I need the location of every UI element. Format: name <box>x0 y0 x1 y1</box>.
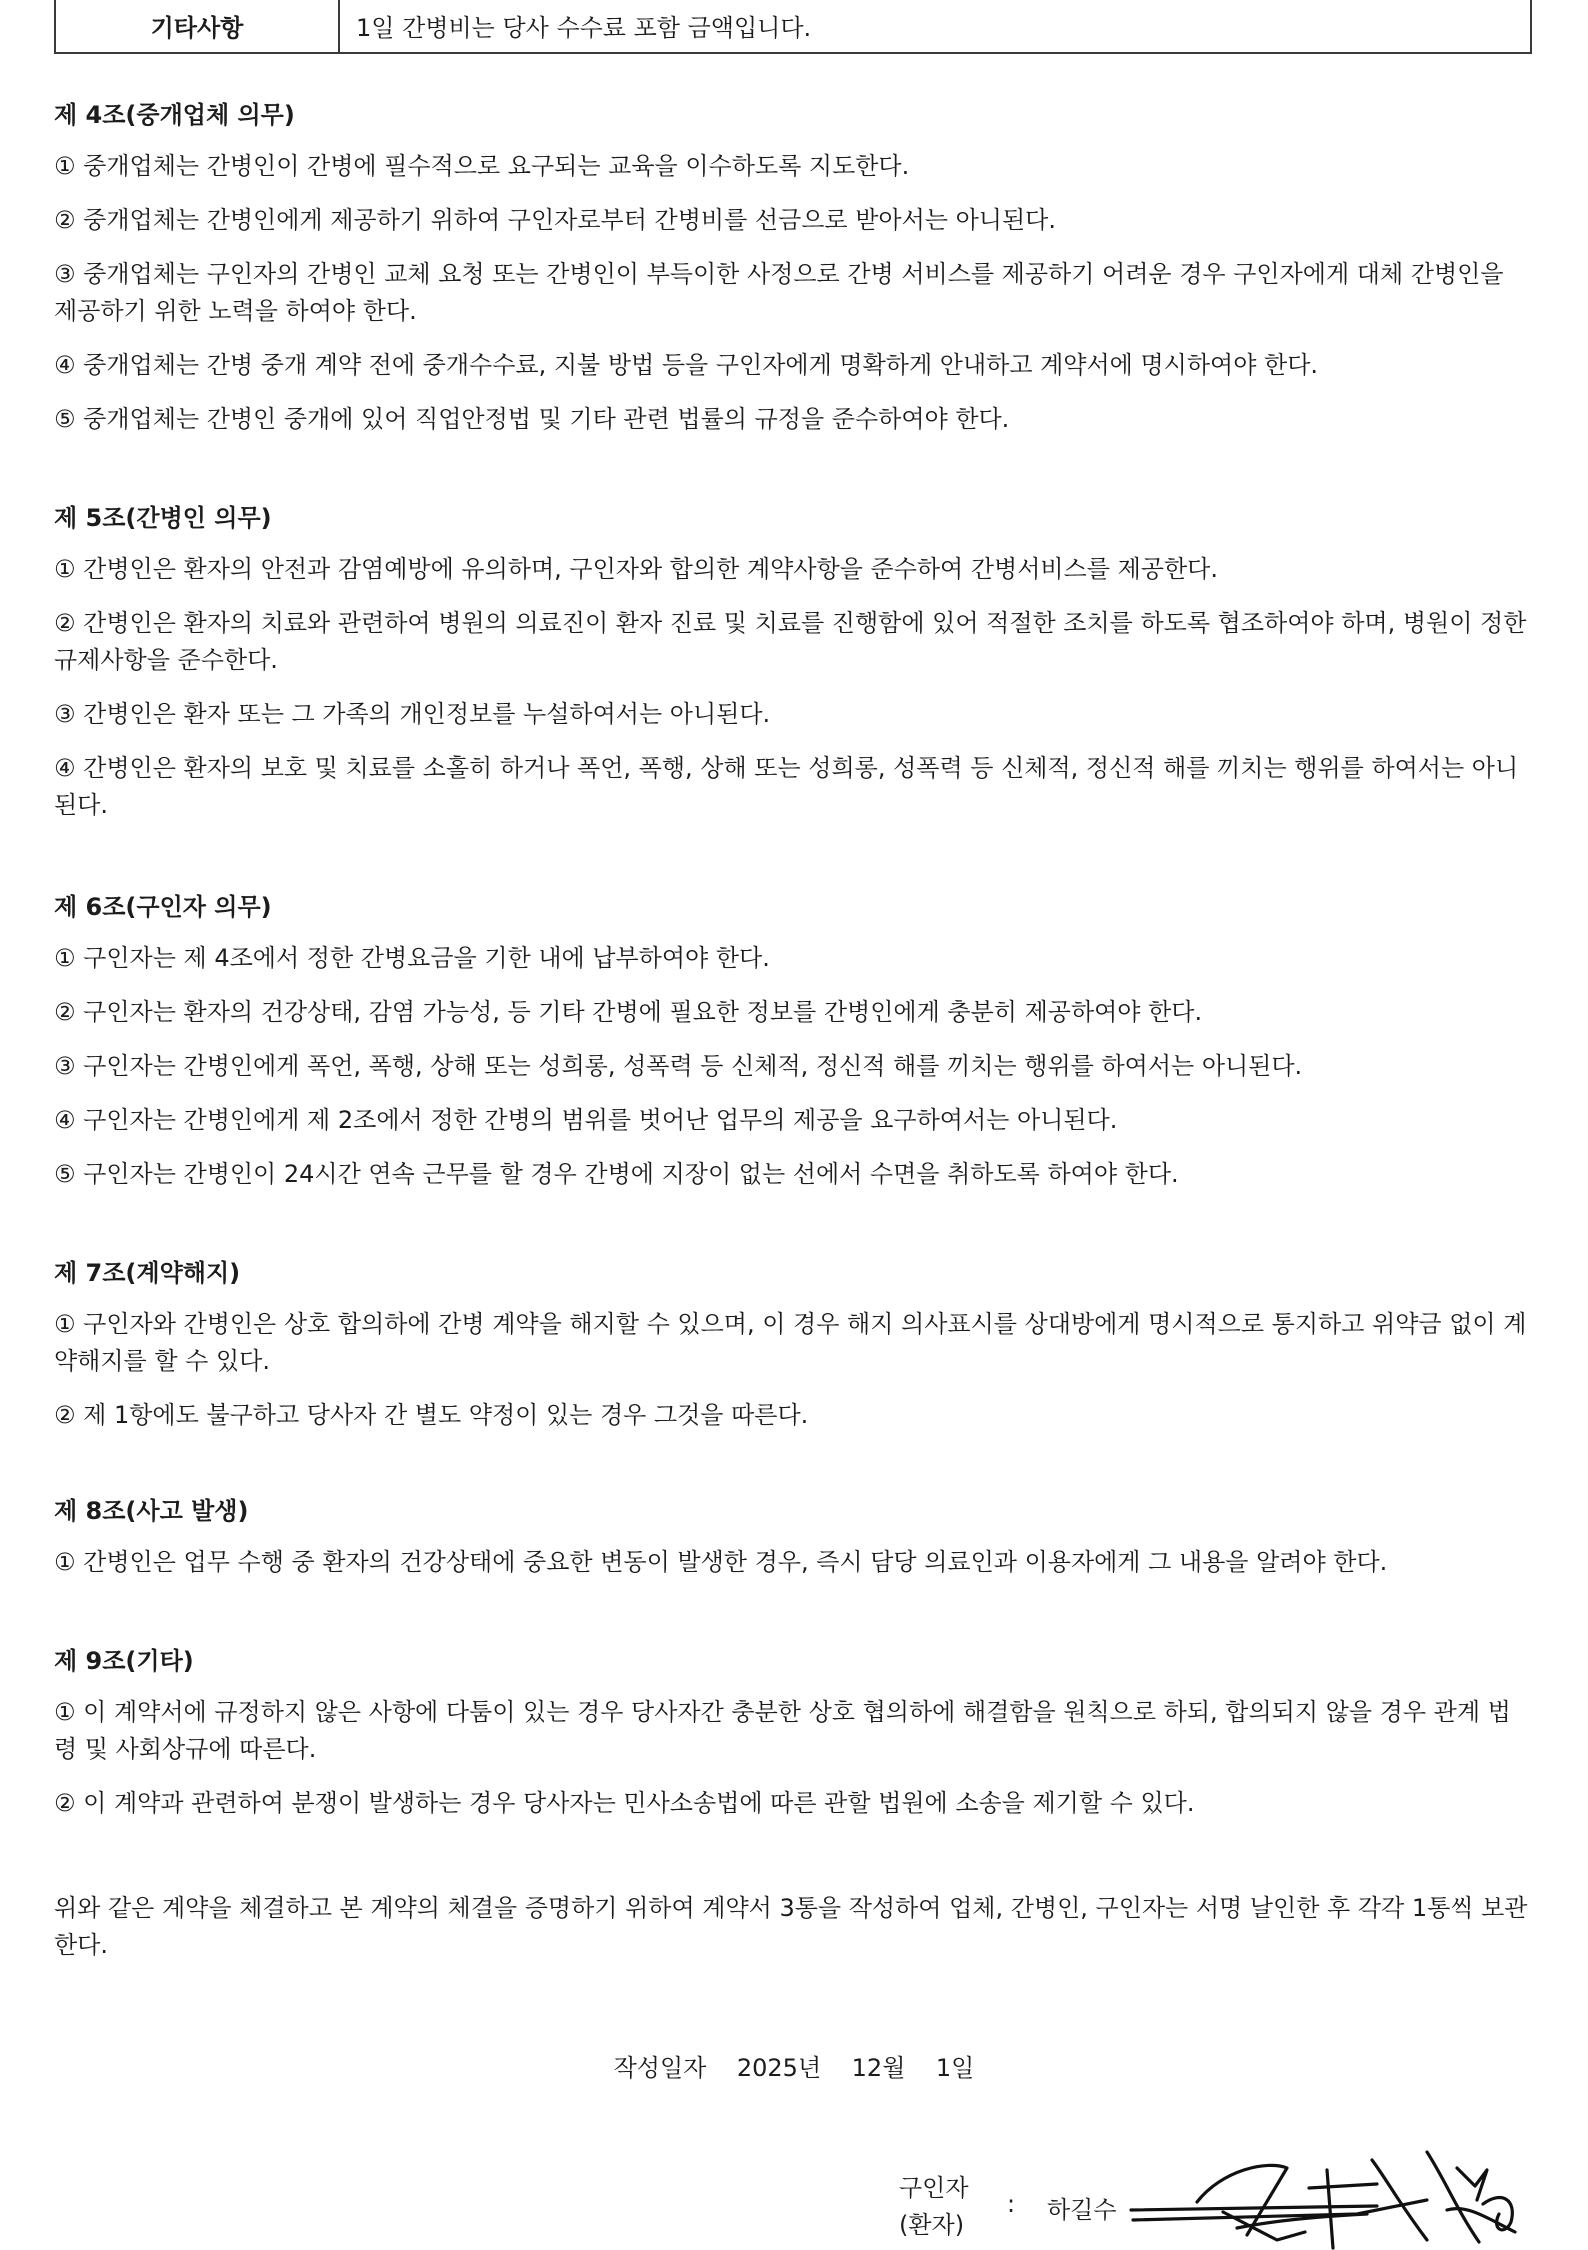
clause: ② 제 1항에도 불구하고 당사자 간 별도 약정이 있는 경우 그것을 따른다. <box>54 1401 809 1429</box>
closing-statement: 위와 같은 계약을 체결하고 본 계약의 체결을 증명하기 위하여 계약서 3통을 작성하여 업체, 간병인, 구인자는 서명 날인한 후 각각 1통씩 보관한다. <box>54 1894 1528 1959</box>
article-title: 제 6조(구인자 의무) <box>54 893 272 921</box>
clause: ① 중개업체는 간병인이 간병에 필수적으로 요구되는 교육을 이수하도록 지도한다. <box>54 152 910 180</box>
date-day: 1일 <box>935 2054 975 2082</box>
clause: ① 구인자는 제 4조에서 정한 간병요금을 기한 내에 납부하여야 한다. <box>54 944 770 972</box>
clause: ④ 구인자는 간병인에게 제 2조에서 정한 간병의 범위를 벗어난 업무의 제공을 요구하여서는 아니된다. <box>54 1106 1118 1134</box>
article-title: 제 4조(중개업체 의무) <box>54 101 295 129</box>
article-7 <box>54 1256 1534 1434</box>
clause: ③ 중개업체는 구인자의 간병인 교체 요청 또는 간병인이 부득이한 사정으로 간병 서비스를 제공하기 어려운 경우 구인자에게 대체 간병인을 제공하기 위한 노력을 하여야 한다. <box>54 260 1504 325</box>
clause: ⑤ 중개업체는 간병인 중개에 있어 직업안정법 및 기타 관련 법률의 규정을 준수하여야 한다. <box>54 405 1010 433</box>
signer-colon: : <box>1007 2190 1016 2218</box>
clause: ④ 간병인은 환자의 보호 및 치료를 소홀히 하거나 폭언, 폭행, 상해 또는 성희롱, 성폭력 등 신체적, 정신적 해를 끼치는 행위를 하여서는 아니된다. <box>54 754 1519 819</box>
clause: ③ 구인자는 간병인에게 폭언, 폭행, 상해 또는 성희롱, 성폭력 등 신체적, 정신적 해를 끼치는 행위를 하여서는 아니된다. <box>54 1052 1303 1080</box>
signature-block <box>899 2170 1539 2250</box>
clause: ③ 간병인은 환자 또는 그 가족의 개인정보를 누설하여서는 아니된다. <box>54 700 771 728</box>
signer-role <box>899 2170 969 2244</box>
article-9 <box>54 1644 1534 1822</box>
clause: ② 간병인은 환자의 치료와 관련하여 병원의 의료진이 환자 진료 및 치료를 진행함에 있어 적절한 조치를 하도록 협조하여야 하며, 병원이 정한 규제사항을 준수한다. <box>54 609 1527 674</box>
clause: ① 이 계약서에 규정하지 않은 사항에 다툼이 있는 경우 당사자간 충분한 상호 협의하에 해결함을 원칙으로 하되, 합의되지 않을 경우 관계 법령 및 사회상규에 따른다. <box>54 1698 1511 1763</box>
date-line <box>54 2048 1534 2083</box>
article-4 <box>54 98 1534 438</box>
remarks-value-cell: 1일 간병비는 당사 수수료 포함 금액입니다. <box>356 13 812 42</box>
article-title: 제 8조(사고 발생) <box>54 1497 249 1525</box>
clause: ② 중개업체는 간병인에게 제공하기 위하여 구인자로부터 간병비를 선금으로 받아서는 아니된다. <box>54 206 1056 234</box>
article-8 <box>54 1494 1534 1581</box>
article-6 <box>54 890 1534 1193</box>
clause: ⑤ 구인자는 간병인이 24시간 연속 근무를 할 경우 간병에 지장이 없는 선에서 수면을 취하도록 하여야 한다. <box>54 1160 1179 1188</box>
signer-role-line-2: (환자) <box>899 2211 965 2239</box>
remarks-header-cell: 기타사항 <box>56 0 340 52</box>
clause: ① 간병인은 환자의 안전과 감염예방에 유의하며, 구인자와 합의한 계약사항을 준수하여 간병서비스를 제공한다. <box>54 555 1218 583</box>
article-title: 제 5조(간병인 의무) <box>54 504 272 532</box>
date-month: 12월 <box>851 2054 906 2082</box>
clause: ② 이 계약과 관련하여 분쟁이 발생하는 경우 당사자는 민사소송법에 따른 관할 법원에 소송을 제기할 수 있다. <box>54 1789 1195 1817</box>
signer-name: 하길수 <box>1047 2196 1117 2224</box>
article-title: 제 7조(계약해지) <box>54 1259 241 1287</box>
clause: ① 구인자와 간병인은 상호 합의하에 간병 계약을 해지할 수 있으며, 이 경우 해지 의사표시를 상대방에게 명시적으로 통지하고 위약금 없이 계약해지를 할 수 있다. <box>54 1310 1527 1375</box>
date-label: 작성일자 <box>613 2054 707 2082</box>
signer-role-line-1: 구인자 <box>899 2174 969 2202</box>
remarks-table-row <box>54 0 1532 54</box>
date-year: 2025년 <box>736 2054 822 2082</box>
clause: ④ 중개업체는 간병 중개 계약 전에 중개수수료, 지불 방법 등을 구인자에게 명확하게 안내하고 계약서에 명시하여야 한다. <box>54 351 1319 379</box>
article-5 <box>54 501 1534 824</box>
article-title: 제 9조(기타) <box>54 1647 194 1675</box>
clause: ② 구인자는 환자의 건강상태, 감염 가능성, 등 기타 간병에 필요한 정보를 간병인에게 충분히 제공하여야 한다. <box>54 998 1203 1026</box>
handwritten-signature <box>1127 2140 1537 2250</box>
clause: ① 간병인은 업무 수행 중 환자의 건강상태에 중요한 변동이 발생한 경우, 즉시 담당 의료인과 이용자에게 그 내용을 알려야 한다. <box>54 1548 1388 1576</box>
